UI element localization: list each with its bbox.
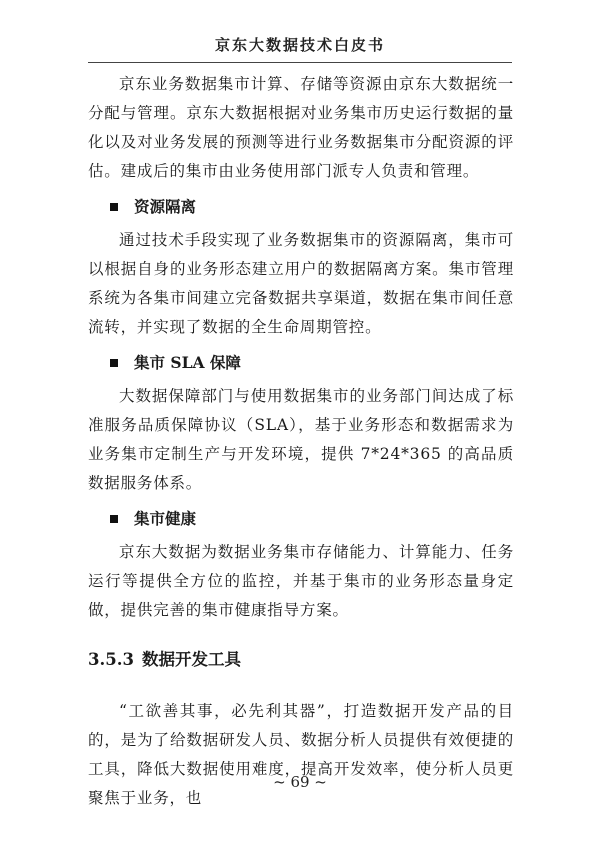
paragraph-resource-isolation: 通过技术手段实现了业务数据集市的资源隔离，集市可以根据自身的业务形态建立用户的数据隔离方案。集市管理系统为各集市间建立完备数据共享渠道，数据在集市间任意流转，并实现了数据的全生命周期管控。 (88, 231, 514, 336)
square-bullet-icon (110, 359, 118, 367)
subheading-health (110, 506, 514, 532)
paragraph-sla: 大数据保障部门与使用数据集市的业务部门间达成了标准服务品质保障协议（SLA），基于业务形态和数据需求为业务集市定制生产与开发环境，提供 7*24*365 的高品质数据服务体系。 (88, 387, 514, 492)
header-divider (88, 62, 512, 63)
page-body (88, 70, 514, 813)
subheading-label: 集市健康 (134, 509, 197, 528)
section-number: 3.5.3 (88, 650, 134, 669)
subheading-resource-isolation (110, 194, 514, 220)
subheading-label: 集市 SLA 保障 (134, 353, 241, 372)
paragraph-resource-management: 京东业务数据集市计算、存储等资源由京东大数据统一分配与管理。京东大数据根据对业务集市历史运行数据的量化以及对业务发展的预测等进行业务数据集市分配资源的评估。建成后的集市由业务使用部门派专人负责和管理。 (88, 75, 514, 180)
subheading-sla (110, 350, 514, 376)
page-number: ~ 69 ~ (273, 773, 327, 791)
section-title: 数据开发工具 (141, 650, 241, 669)
section-heading (88, 647, 514, 673)
square-bullet-icon (110, 515, 118, 523)
running-header: 京东大数据技术白皮书 (214, 36, 385, 54)
paragraph-health: 京东大数据为数据业务集市存储能力、计算能力、任务运行等提供全方位的监控，并基于集市的业务形态量身定做，提供完善的集市健康指导方案。 (88, 543, 514, 619)
paragraph-dev-tools: “工欲善其事，必先利其器”，打造数据开发产品的目的，是为了给数据研发人员、数据分析人员提供有效便捷的工具，降低大数据使用难度，提高开发效率，使分析人员更聚焦于业务，也 (88, 702, 514, 807)
subheading-label: 资源隔离 (134, 197, 197, 216)
square-bullet-icon (110, 203, 118, 211)
